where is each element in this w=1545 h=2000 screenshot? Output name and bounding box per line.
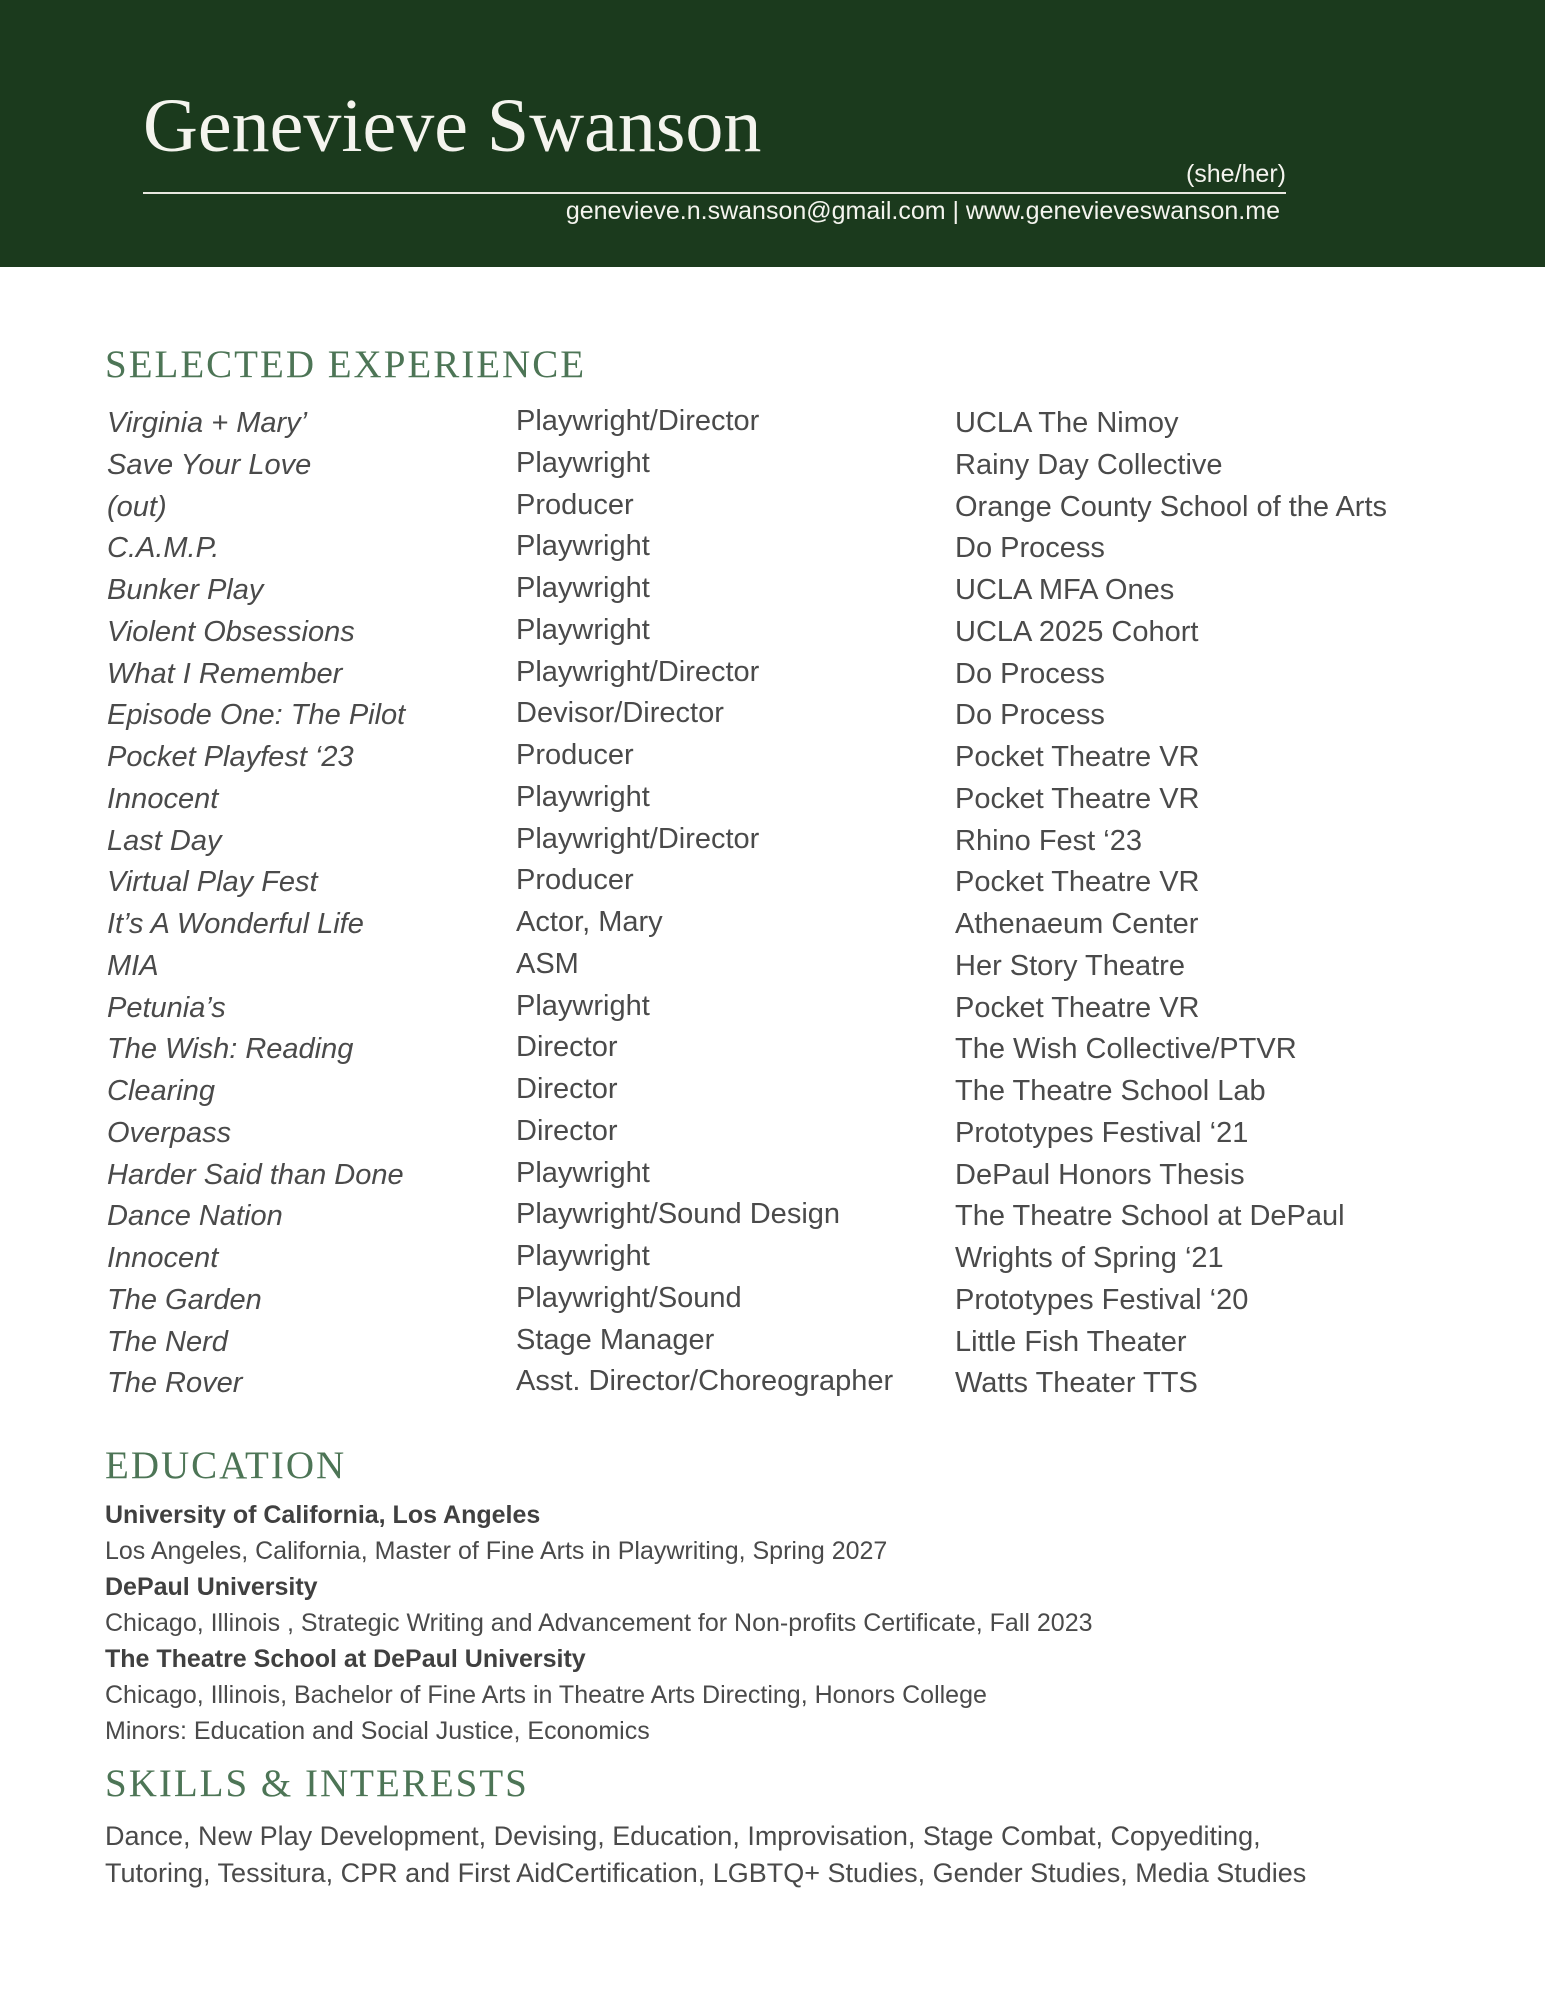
production-venue: Pocket Theatre VR — [955, 991, 1200, 1024]
experience-row — [107, 1280, 1427, 1322]
experience-row — [107, 1029, 1427, 1071]
production-title: The Rover — [107, 1367, 243, 1400]
production-title: Innocent — [107, 1242, 219, 1274]
skills-list — [105, 1818, 1425, 1892]
production-role: Director — [516, 1114, 618, 1147]
production-venue: The Theatre School Lab — [955, 1075, 1266, 1107]
production-venue: Rainy Day Collective — [955, 448, 1223, 481]
production-title: Pocket Playfest ‘23 — [107, 741, 354, 773]
school-name: DePaul University — [105, 1573, 318, 1601]
production-venue: Prototypes Festival ‘20 — [955, 1283, 1249, 1316]
production-venue: DePaul Honors Thesis — [955, 1158, 1245, 1191]
header-banner — [0, 0, 1545, 267]
production-role: Playwright/Director — [516, 655, 760, 688]
production-role: Producer — [516, 739, 634, 771]
production-role: Devisor/Director — [516, 697, 724, 730]
education-detail: Chicago, Illinois, Bachelor of Fine Arts in Theatre Arts Directing, Honors College — [105, 1681, 987, 1709]
production-title: MIA — [107, 949, 159, 982]
skills-heading: SKILLS & INTERESTS — [105, 1762, 529, 1805]
production-role: Playwright — [516, 572, 650, 604]
production-venue: UCLA MFA Ones — [955, 574, 1175, 606]
production-role: Director — [516, 1031, 618, 1064]
production-role: Playwright/Director — [516, 822, 760, 855]
experience-row — [107, 779, 1427, 821]
school-name: The Theatre School at DePaul University — [105, 1645, 586, 1673]
production-title: Violent Obsessions — [107, 615, 355, 648]
experience-row — [107, 445, 1427, 487]
production-venue: Pocket Theatre VR — [955, 782, 1200, 815]
production-title: The Garden — [107, 1283, 262, 1316]
experience-row — [107, 1322, 1427, 1364]
production-title: Episode One: The Pilot — [107, 699, 406, 732]
production-title: Innocent — [107, 782, 219, 815]
production-title: Last Day — [107, 824, 222, 857]
production-venue: Orange County School of the Arts — [955, 490, 1388, 523]
experience-row — [107, 487, 1427, 529]
production-role: Stage Manager — [516, 1323, 715, 1356]
experience-row — [107, 1155, 1427, 1197]
experience-table — [107, 403, 1427, 1405]
production-venue: The Theatre School at DePaul — [955, 1200, 1345, 1233]
production-venue: Wrights of Spring ‘21 — [955, 1242, 1224, 1274]
production-venue: Athenaeum Center — [955, 908, 1199, 940]
header-divider — [143, 192, 1286, 194]
production-venue: Do Process — [955, 657, 1105, 690]
production-venue: Watts Theater TTS — [955, 1367, 1198, 1400]
production-title: Dance Nation — [107, 1200, 283, 1233]
education-heading: EDUCATION — [105, 1444, 347, 1487]
experience-row — [107, 946, 1427, 988]
production-role: Asst. Director/Choreographer — [516, 1365, 894, 1398]
production-title: Harder Said than Done — [107, 1158, 404, 1191]
production-venue: The Wish Collective/PTVR — [955, 1033, 1297, 1066]
experience-row — [107, 821, 1427, 863]
pronouns: (she/her) — [1185, 160, 1286, 188]
experience-row — [107, 988, 1427, 1030]
production-title: C.A.M.P. — [107, 532, 220, 565]
skills-line: Dance, New Play Development, Devising, Education, Improvisation, Stage Combat, Copyediting, — [105, 1821, 1261, 1851]
production-title: What I Remember — [107, 657, 343, 690]
production-venue: UCLA 2025 Cohort — [955, 615, 1199, 648]
production-title: Overpass — [107, 1116, 232, 1149]
production-title: Virtual Play Fest — [107, 866, 318, 899]
production-role: Playwright — [516, 1240, 650, 1272]
production-title: Petunia’s — [107, 991, 226, 1024]
experience-row — [107, 1363, 1427, 1405]
experience-row — [107, 528, 1427, 570]
experience-row — [107, 1238, 1427, 1280]
experience-row — [107, 570, 1427, 612]
education-detail: Minors: Education and Social Justice, Economics — [105, 1717, 650, 1745]
production-role: Playwright — [516, 530, 650, 563]
experience-row — [107, 737, 1427, 779]
production-role: Playwright/Sound Design — [516, 1198, 841, 1231]
experience-row — [107, 612, 1427, 654]
production-title: The Wish: Reading — [107, 1033, 354, 1066]
production-title: (out) — [107, 490, 167, 523]
production-role: Playwright — [516, 1156, 650, 1189]
experience-row — [107, 695, 1427, 737]
production-title: The Nerd — [107, 1325, 228, 1358]
production-role: Director — [516, 1073, 618, 1105]
production-role: Playwright — [516, 989, 650, 1022]
production-role: Producer — [516, 864, 634, 897]
production-venue: Do Process — [955, 699, 1105, 732]
experience-heading: SELECTED EXPERIENCE — [105, 343, 587, 386]
experience-row — [107, 654, 1427, 696]
education-detail: Los Angeles, California, Master of Fine Arts in Playwriting, Spring 2027 — [105, 1537, 888, 1565]
production-venue: Prototypes Festival ‘21 — [955, 1116, 1249, 1149]
production-venue: Pocket Theatre VR — [955, 741, 1200, 773]
experience-row — [107, 1196, 1427, 1238]
production-role: Playwright — [516, 613, 650, 646]
experience-row — [107, 403, 1427, 445]
production-title: Save Your Love — [107, 448, 312, 481]
production-role: Playwright — [516, 446, 650, 479]
experience-row — [107, 1071, 1427, 1113]
contact-info: genevieve.n.swanson@gmail.com | www.genevieveswanson.me — [565, 197, 1280, 225]
experience-row — [107, 1113, 1427, 1155]
production-role: Playwright — [516, 780, 650, 813]
production-venue: Pocket Theatre VR — [955, 866, 1200, 899]
production-title: Virginia + Mary’ — [107, 407, 308, 439]
production-role: Actor, Mary — [516, 906, 663, 938]
education-list — [105, 1497, 1405, 1749]
production-role: Playwright/Director — [516, 405, 760, 437]
production-venue: Rhino Fest ‘23 — [955, 824, 1142, 857]
production-venue: Do Process — [955, 532, 1105, 565]
production-venue: UCLA The Nimoy — [955, 407, 1179, 439]
experience-row — [107, 862, 1427, 904]
production-title: It’s A Wonderful Life — [107, 908, 364, 940]
production-title: Clearing — [107, 1075, 215, 1107]
production-venue: Her Story Theatre — [955, 949, 1185, 982]
school-name: University of California, Los Angeles — [105, 1501, 541, 1529]
production-venue: Little Fish Theater — [955, 1325, 1187, 1358]
production-role: Producer — [516, 488, 634, 521]
production-title: Bunker Play — [107, 574, 264, 606]
production-role: Playwright/Sound — [516, 1281, 742, 1314]
skills-line: Tutoring, Tessitura, CPR and First AidCertification, LGBTQ+ Studies, Gender Studies, Media Studies — [105, 1858, 1307, 1888]
candidate-name: Genevieve Swanson — [143, 84, 762, 168]
experience-row — [107, 904, 1427, 946]
education-detail: Chicago, Illinois , Strategic Writing and Advancement for Non-profits Certificate, Fall 2023 — [105, 1609, 1093, 1637]
production-role: ASM — [516, 947, 579, 980]
